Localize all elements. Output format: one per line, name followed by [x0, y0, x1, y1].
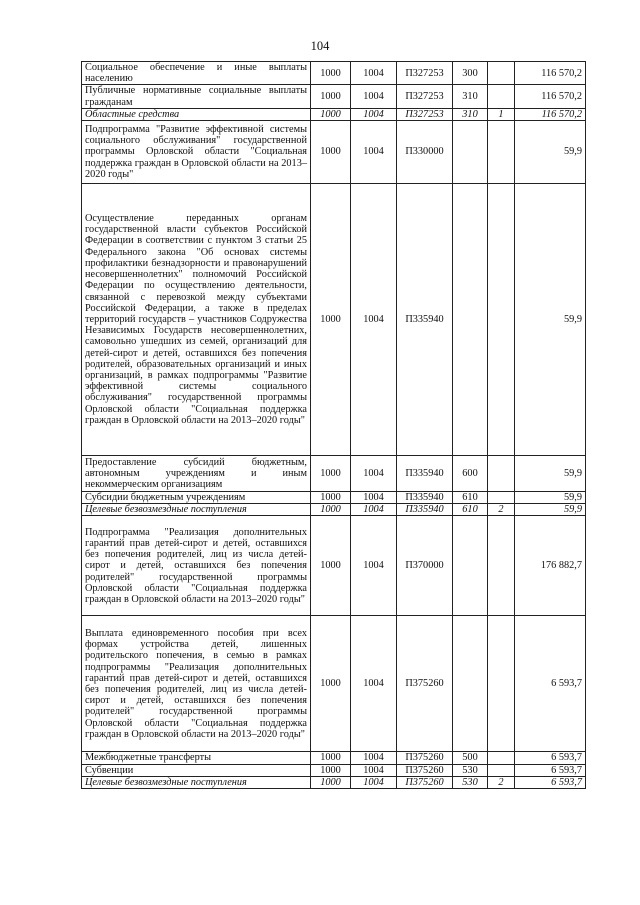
row-source [488, 121, 515, 184]
row-source [488, 184, 515, 456]
row-subsection: 1004 [351, 764, 397, 776]
row-expense-type: 310 [453, 108, 488, 120]
row-amount: 6 593,7 [515, 752, 586, 764]
row-section: 1000 [311, 764, 351, 776]
row-subsection: 1004 [351, 121, 397, 184]
row-section: 1000 [311, 85, 351, 108]
row-subsection: 1004 [351, 62, 397, 85]
row-name: Целевые безвозмездные поступления [82, 504, 311, 516]
row-name: Областные средства [82, 108, 311, 120]
row-expense-type: 600 [453, 456, 488, 492]
row-target-code: П327253 [397, 85, 453, 108]
row-name: Публичные нормативные социальные выплаты гражданам [82, 85, 311, 108]
budget-table [81, 61, 586, 789]
table-row [82, 752, 586, 764]
row-amount: 6 593,7 [515, 616, 586, 752]
table-row [82, 764, 586, 776]
row-target-code: П335940 [397, 184, 453, 456]
row-source [488, 492, 515, 504]
row-section: 1000 [311, 752, 351, 764]
row-amount: 6 593,7 [515, 764, 586, 776]
row-section: 1000 [311, 456, 351, 492]
row-subsection: 1004 [351, 516, 397, 616]
row-subsection: 1004 [351, 616, 397, 752]
table-row [82, 616, 586, 752]
row-section: 1000 [311, 516, 351, 616]
row-amount: 59,9 [515, 456, 586, 492]
row-expense-type [453, 616, 488, 752]
table-row [82, 85, 586, 108]
row-name: Подпрограмма "Развитие эффективной системы социального обслуживания" государственной программы Орловской области "Социальная поддержка граждан в Орловской области на 2013–2020 годы" [82, 121, 311, 184]
row-subsection: 1004 [351, 85, 397, 108]
row-expense-type: 500 [453, 752, 488, 764]
row-expense-type [453, 516, 488, 616]
row-source [488, 85, 515, 108]
table-row [82, 776, 586, 788]
row-section: 1000 [311, 492, 351, 504]
row-subsection: 1004 [351, 776, 397, 788]
row-name: Предоставление субсидий бюджетным, автономным учреждениям и иным некоммерческим организациям [82, 456, 311, 492]
row-target-code: П370000 [397, 516, 453, 616]
row-expense-type [453, 121, 488, 184]
row-name: Подпрограмма "Реализация дополнительных гарантий прав детей-сирот и детей, оставшихся без попечения родителей, лиц из числа детей-сирот и детей, оставшихся без попечения родителей" государственной программы Орловской области "Социальная поддержка граждан в Орловской области на 2013–2020 годы" [82, 516, 311, 616]
row-section: 1000 [311, 62, 351, 85]
row-subsection: 1004 [351, 184, 397, 456]
row-amount: 176 882,7 [515, 516, 586, 616]
row-subsection: 1004 [351, 492, 397, 504]
row-section: 1000 [311, 108, 351, 120]
row-amount: 6 593,7 [515, 776, 586, 788]
row-target-code: П327253 [397, 108, 453, 120]
table-row [82, 108, 586, 120]
row-source [488, 456, 515, 492]
row-target-code: П375260 [397, 752, 453, 764]
row-source [488, 516, 515, 616]
row-subsection: 1004 [351, 456, 397, 492]
row-subsection: 1004 [351, 504, 397, 516]
row-source: 1 [488, 108, 515, 120]
row-source: 2 [488, 504, 515, 516]
table-row [82, 516, 586, 616]
row-target-code: П335940 [397, 456, 453, 492]
row-name: Субвенции [82, 764, 311, 776]
row-subsection: 1004 [351, 752, 397, 764]
row-expense-type: 610 [453, 492, 488, 504]
table-row [82, 184, 586, 456]
row-amount: 116 570,2 [515, 108, 586, 120]
table-row [82, 456, 586, 492]
row-amount: 59,9 [515, 504, 586, 516]
row-amount: 59,9 [515, 121, 586, 184]
row-amount: 116 570,2 [515, 85, 586, 108]
table-row [82, 504, 586, 516]
row-target-code: П335940 [397, 504, 453, 516]
row-source [488, 616, 515, 752]
row-expense-type: 610 [453, 504, 488, 516]
row-source [488, 764, 515, 776]
row-name: Межбюджетные трансферты [82, 752, 311, 764]
row-amount: 116 570,2 [515, 62, 586, 85]
row-section: 1000 [311, 616, 351, 752]
row-expense-type [453, 184, 488, 456]
row-subsection: 1004 [351, 108, 397, 120]
row-expense-type: 300 [453, 62, 488, 85]
row-expense-type: 530 [453, 764, 488, 776]
row-source [488, 62, 515, 85]
table-row [82, 121, 586, 184]
row-target-code: П375260 [397, 776, 453, 788]
row-source [488, 752, 515, 764]
row-expense-type: 530 [453, 776, 488, 788]
row-name: Осуществление переданных органам государственной власти субъектов Российской Федерации в соответствии с пунктом 3 статьи 25 Федерального закона "Об основах системы профилактики безнадзорности и правонарушений несовершеннолетних" полномочий Российской Федерации по осуществлению деятельности, связанной с перевозкой между субъектами Российской Федерации, а также в пределах территорий государств – участников Содружества Независимых Государств несовершеннолетних, самовольно ушедших из семей, организаций для детей-сирот и детей, оставшихся без попечения родителей, образовательных организаций и иных организаций, в рамках подпрограммы "Развитие эффективной системы социального обслуживания" государственной программы Орловской области "Социальная поддержка граждан в Орловской области на 2013–2020 годы" [82, 184, 311, 456]
row-target-code: П375260 [397, 764, 453, 776]
row-amount: 59,9 [515, 184, 586, 456]
row-expense-type: 310 [453, 85, 488, 108]
row-name: Социальное обеспечение и иные выплаты населению [82, 62, 311, 85]
table-row [82, 62, 586, 85]
row-target-code: П335940 [397, 492, 453, 504]
table-row [82, 492, 586, 504]
row-amount: 59,9 [515, 492, 586, 504]
row-name: Выплата единовременного пособия при всех формах устройства детей, лишенных родительского попечения, в семью в рамках подпрограммы "Реализация дополнительных гарантий прав детей-сирот и детей, оставшихся без попечения родителей, лиц из числа детей-сирот и детей, оставшихся без попечения родителей" государственной программы Орловской области "Социальная поддержка граждан в Орловской области на 2013–2020 годы" [82, 616, 311, 752]
row-section: 1000 [311, 776, 351, 788]
row-section: 1000 [311, 184, 351, 456]
row-name: Целевые безвозмездные поступления [82, 776, 311, 788]
row-target-code: П330000 [397, 121, 453, 184]
row-section: 1000 [311, 121, 351, 184]
row-target-code: П375260 [397, 616, 453, 752]
budget-table-body [82, 62, 586, 789]
row-name: Субсидии бюджетным учреждениям [82, 492, 311, 504]
page-number: 104 [310, 39, 330, 53]
row-target-code: П327253 [397, 62, 453, 85]
row-source: 2 [488, 776, 515, 788]
row-section: 1000 [311, 504, 351, 516]
